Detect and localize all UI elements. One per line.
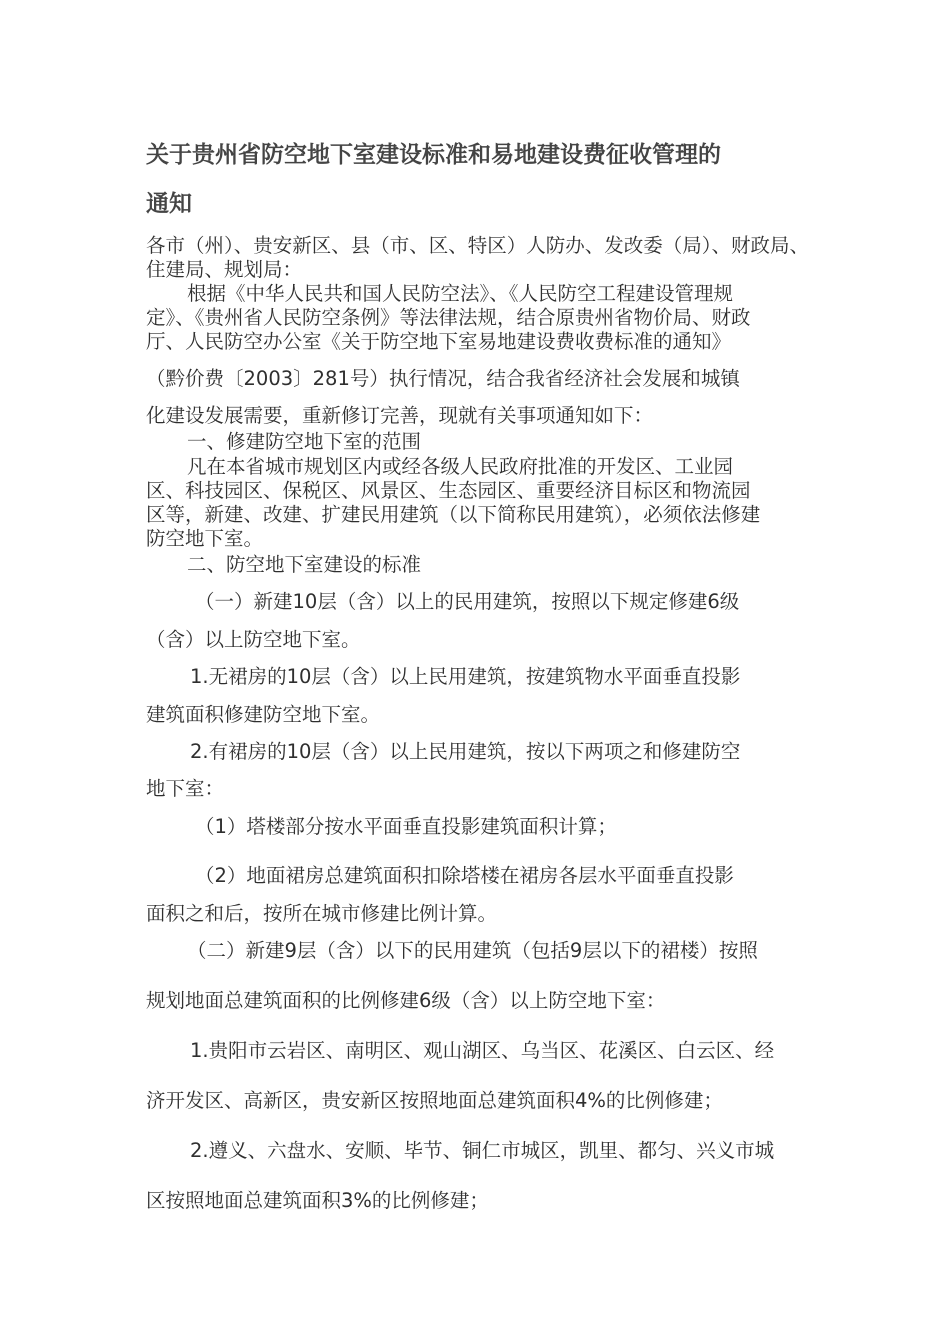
paragraph-line: （二）新建9层（含）以下的民用建筑（包括9层以下的裙楼）按照: [187, 939, 758, 962]
document-title-line-2: 通知: [146, 191, 192, 217]
paragraph-line: 区按照地面总建筑面积3%的比例修建；: [146, 1189, 489, 1212]
paragraph-line: （黔价费〔2003〕281号）执行情况，结合我省经济社会发展和城镇: [146, 367, 740, 390]
paragraph-line: 2.有裙房的10层（含）以上民用建筑，按以下两项之和修建防空: [190, 740, 741, 763]
paragraph-line: （一）新建10层（含）以上的民用建筑，按照以下规定修建6级: [195, 590, 740, 613]
paragraph-line: 1.无裙房的10层（含）以上民用建筑，按建筑物水平面垂直投影: [190, 665, 741, 688]
paragraph-line: 区等，新建、改建、扩建民用建筑（以下简称民用建筑），必须依法修建: [146, 503, 761, 526]
addressee-line-1: 各市（州）、贵安新区、县（市、区、特区）人防办、发改委（局）、财政局、: [146, 234, 810, 257]
paragraph-line: 凡在本省城市规划区内或经各级人民政府批准的开发区、工业园: [187, 455, 734, 478]
paragraph-line: 建筑面积修建防空地下室。: [146, 703, 381, 726]
list-item: （2）地面裙房总建筑面积扣除塔楼在裙房各层水平面垂直投影: [195, 864, 734, 887]
paragraph-line: 根据《中华人民共和国人民防空法》、《人民防空工程建设管理规: [187, 282, 734, 305]
paragraph-line: 厅、人民防空办公室《关于防空地下室易地建设费收费标准的通知》: [146, 330, 732, 353]
paragraph-line: 区、科技园区、保税区、风景区、生态园区、重要经济目标区和物流园: [146, 479, 751, 502]
paragraph-line: （含）以上防空地下室。: [146, 628, 361, 651]
paragraph-line: 地下室：: [146, 777, 225, 800]
document-title-line-1: 关于贵州省防空地下室建设标准和易地建设费征收管理的: [146, 142, 721, 168]
paragraph-line: 防空地下室。: [146, 527, 264, 550]
paragraph-line: 定》、《贵州省人民防空条例》等法律法规，结合原贵州省物价局、财政: [146, 306, 751, 329]
paragraph-line: 面积之和后，按所在城市修建比例计算。: [146, 902, 498, 925]
addressee-line-2: 住建局、规划局：: [146, 258, 303, 281]
paragraph-line: 济开发区、高新区，贵安新区按照地面总建筑面积4%的比例修建；: [146, 1089, 723, 1112]
paragraph-line: 1.贵阳市云岩区、南明区、观山湖区、乌当区、花溪区、白云区、经: [190, 1039, 775, 1062]
section-heading: 二、防空地下室建设的标准: [187, 553, 422, 576]
paragraph-line: 规划地面总建筑面积的比例修建6级（含）以上防空地下室：: [146, 989, 666, 1012]
list-item: （1）塔楼部分按水平面垂直投影建筑面积计算；: [195, 815, 617, 838]
section-heading: 一、修建防空地下室的范围: [187, 430, 422, 453]
paragraph-line: 化建设发展需要，重新修订完善，现就有关事项通知如下：: [146, 404, 654, 427]
paragraph-line: 2.遵义、六盘水、安顺、毕节、铜仁市城区，凯里、都匀、兴义市城: [190, 1139, 775, 1162]
